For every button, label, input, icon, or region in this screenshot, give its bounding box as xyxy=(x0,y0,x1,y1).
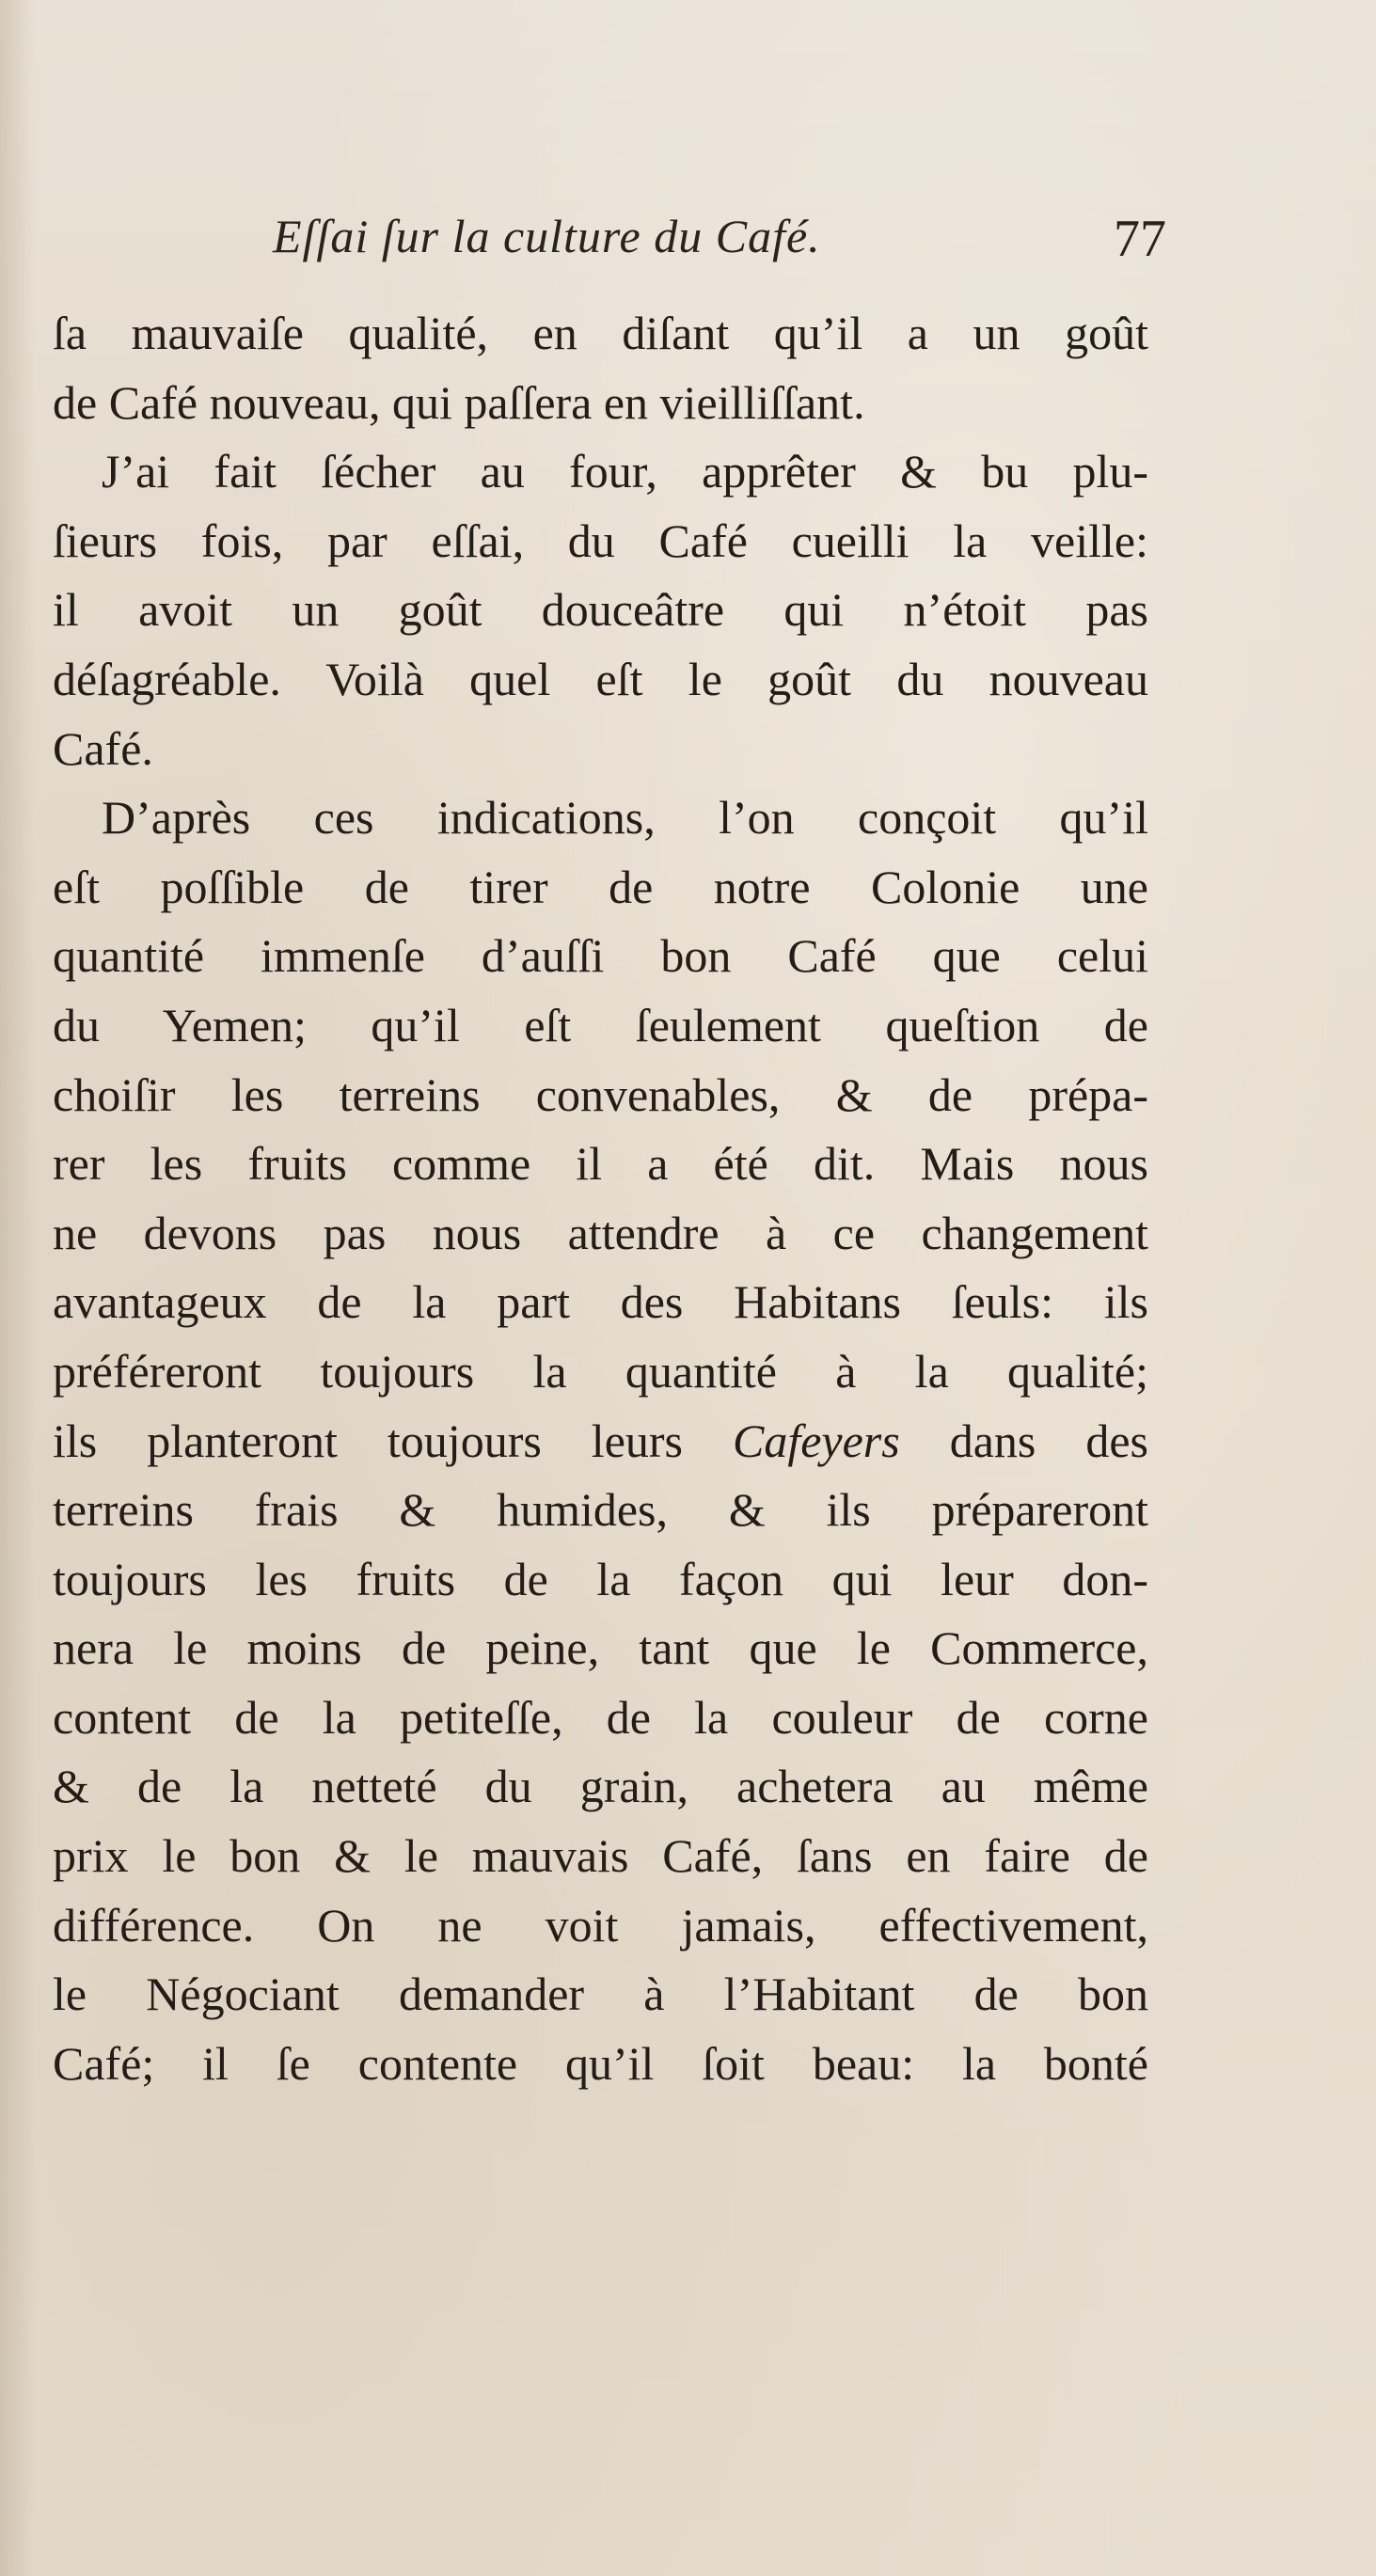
italic-term: Cafeyers xyxy=(732,1414,900,1467)
page-edge-shadow xyxy=(0,0,36,2576)
text-line: toujours les fruits de la façon qui leur don- xyxy=(53,1552,1148,1605)
text-line: prix le bon & le mauvais Café, ſans en faire de xyxy=(53,1829,1148,1883)
body-text xyxy=(53,299,1148,2098)
text-line: il avoit un goût douceâtre qui n’étoit pas xyxy=(53,583,1148,637)
text-line: avantageux de la part des Habitans ſeuls: ils xyxy=(53,1275,1148,1329)
text-line: quantité immenſe d’auſſi bon Café que celui xyxy=(53,929,1148,983)
running-head xyxy=(273,209,1166,275)
text-line: déſagréable. Voilà quel eſt le goût du nouveau xyxy=(53,652,1148,705)
text-line-end: dans des xyxy=(949,1414,1148,1467)
text-line: rer les fruits comme il a été dit. Mais nous xyxy=(53,1137,1148,1191)
text-line: eſt poſſible de tirer de notre Colonie une xyxy=(53,860,1148,913)
text-line: D’après ces indications, l’on conçoit qu’il xyxy=(102,791,1148,845)
text-line: de Café nouveau, qui paſſera en vieilliſſant. xyxy=(53,375,865,429)
text-line: terreins frais & humides, & ils prépareront xyxy=(53,1483,1148,1537)
text-line-with-italic xyxy=(53,1407,1148,1477)
text-line: content de la petiteſſe, de la couleur de corne xyxy=(53,1690,1148,1744)
text-line: le Négociant demander à l’Habitant de bon xyxy=(53,1968,1148,2021)
text-line: Café; il ſe contente qu’il ſoit beau: la bonté xyxy=(53,2036,1148,2090)
text-line: & de la netteté du grain, achetera au même xyxy=(53,1760,1148,1813)
text-line: J’ai fait ſécher au four, apprêter & bu plu- xyxy=(102,445,1148,498)
text-line: différence. On ne voit jamais, effectivement, xyxy=(53,1898,1148,1952)
text-line: choiſir les terreins convenables, & de prépa- xyxy=(53,1067,1148,1121)
running-title: Eſſai ſur la culture du Café. xyxy=(273,210,821,262)
text-line: ſa mauvaiſe qualité, en diſant qu’il a un goût xyxy=(53,307,1148,359)
text-line: ſieurs fois, par eſſai, du Café cueilli la veille: xyxy=(53,514,1148,567)
text-line: du Yemen; qu’il eſt ſeulement queſtion de xyxy=(53,998,1148,1051)
text-line: préféreront toujours la quantité à la qualité; xyxy=(53,1344,1148,1398)
page-number: 77 xyxy=(1114,210,1166,268)
text-line: nera le moins de peine, tant que le Commerce, xyxy=(53,1621,1148,1675)
text-line-start: ils planteront toujours leurs xyxy=(53,1414,683,1467)
text-line: Café. xyxy=(53,721,153,775)
text-line: ne devons pas nous attendre à ce changement xyxy=(53,1206,1148,1259)
